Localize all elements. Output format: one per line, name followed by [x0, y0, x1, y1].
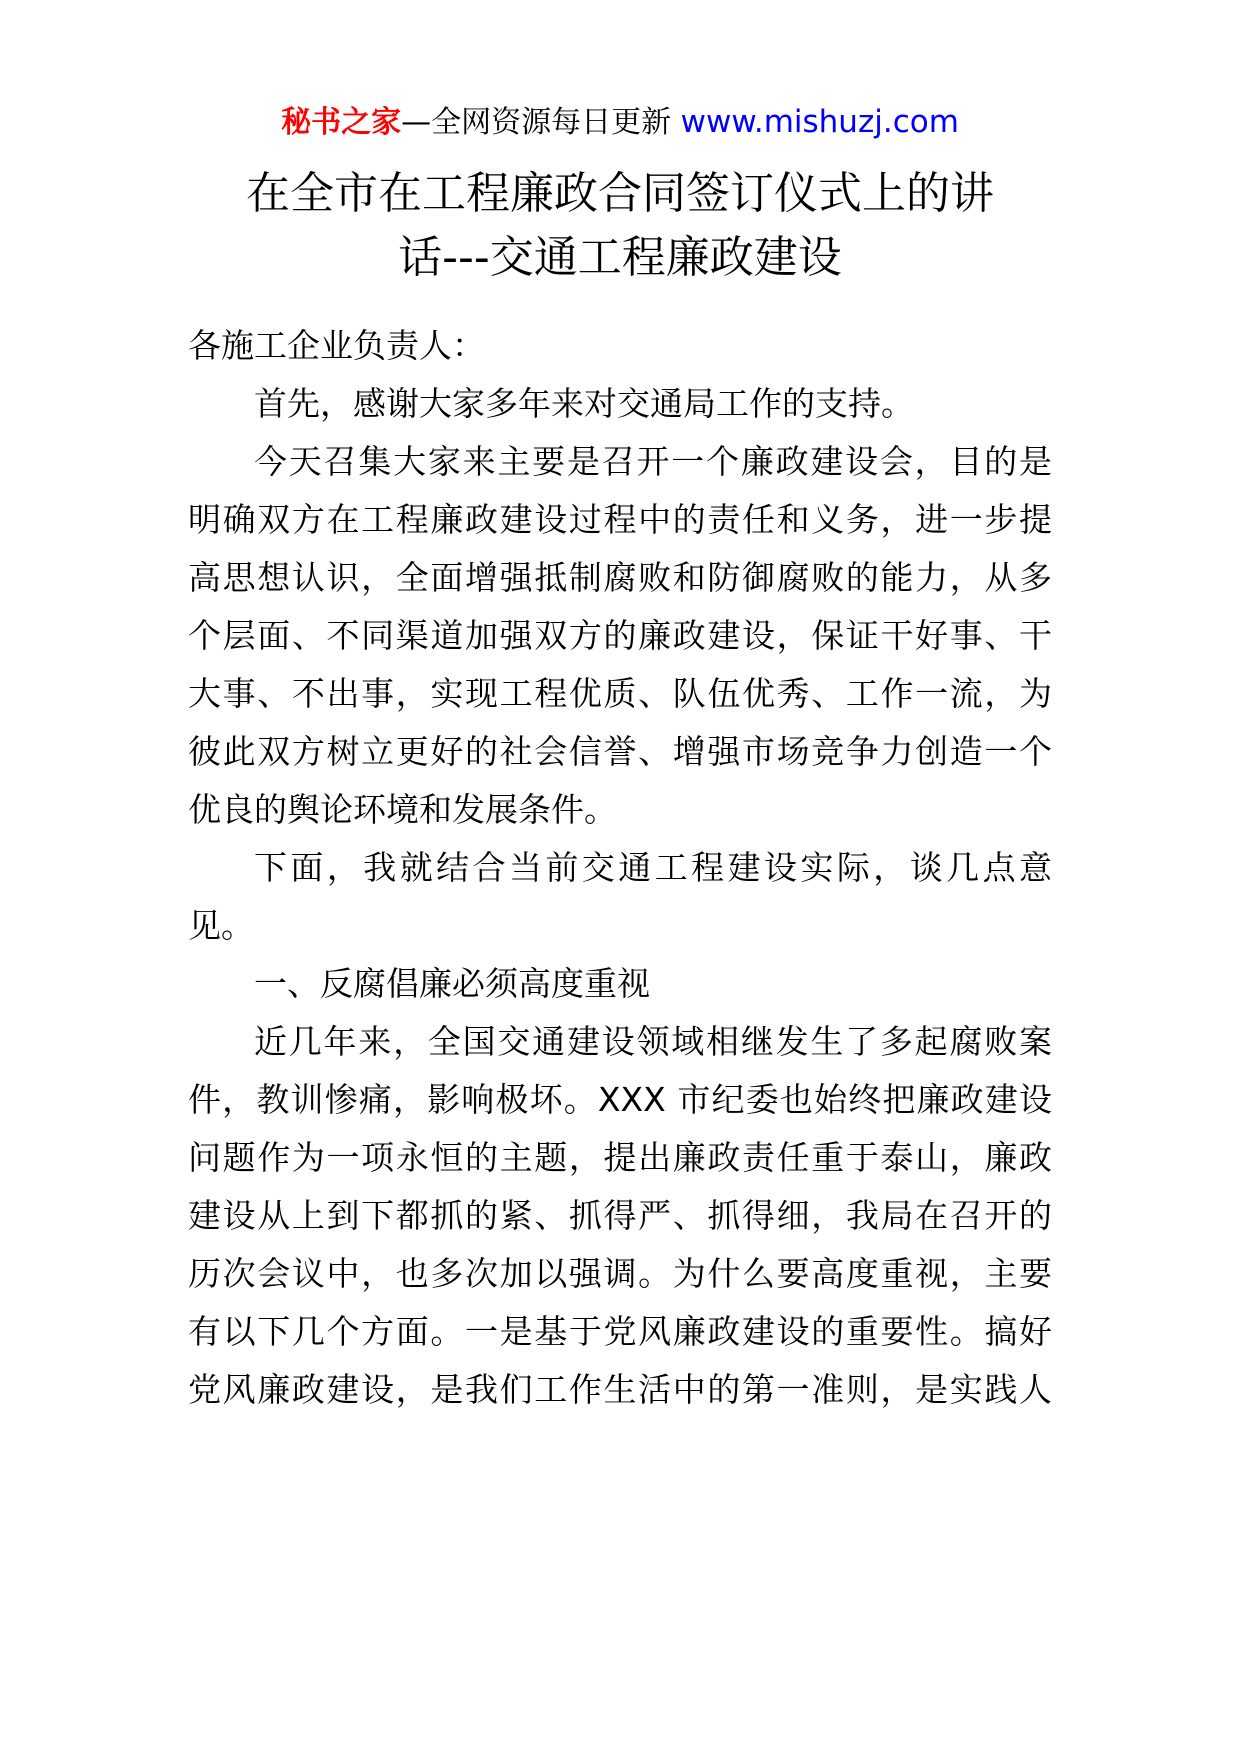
document-title-line-1: 在全市在工程廉政合同签订仪式上的讲 — [246, 168, 994, 219]
paragraph-4-line: 有以下几个方面。一是基于党风廉政建设的重要性。搞好 — [188, 1312, 1052, 1351]
paragraph-4-line: 建设从上到下都抓的紧、抓得严、抓得细，我局在召开的 — [188, 1196, 1052, 1235]
document-title-line-2: 话---交通工程廉政建设 — [398, 232, 842, 283]
paragraph-4-line: 历次会议中，也多次加以强调。为什么要高度重视，主要 — [188, 1254, 1052, 1293]
paragraph-4-line: 近几年来，全国交通建设领域相继发生了多起腐败案 — [254, 1022, 1052, 1061]
paragraph-1-line: 首先，感谢大家多年来对交通局工作的支持。 — [254, 384, 914, 423]
site-url-link[interactable]: www.mishuzj.com — [680, 104, 959, 140]
header-tagline: —全网资源每日更新 — [401, 105, 672, 140]
site-header — [0, 102, 1240, 143]
paragraph-2-line: 高思想认识，全面增强抵制腐败和防御腐败的能力，从多 — [188, 558, 1052, 597]
paragraph-2-line: 优良的舆论环境和发展条件。 — [188, 790, 617, 829]
paragraph-2-line: 今天召集大家来主要是召开一个廉政建设会，目的是 — [254, 442, 1052, 481]
paragraph-4-line: 党风廉政建设，是我们工作生活中的第一准则，是实践人 — [188, 1370, 1052, 1409]
paragraph-2-line: 明确双方在工程廉政建设过程中的责任和义务，进一步提 — [188, 500, 1052, 539]
paragraph-4-line: 件，教训惨痛，影响极坏。XXX 市纪委也始终把廉政建设 — [188, 1080, 1052, 1119]
paragraph-2-line: 个层面、不同渠道加强双方的廉政建设，保证干好事、干 — [188, 616, 1052, 655]
salutation: 各施工企业负责人： — [188, 326, 485, 365]
paragraph-3-line: 下面，我就结合当前交通工程建设实际，谈几点意 — [254, 848, 1052, 887]
paragraph-2-line: 彼此双方树立更好的社会信誉、增强市场竞争力创造一个 — [188, 732, 1052, 771]
section-heading-1: 一、反腐倡廉必须高度重视 — [254, 964, 650, 1003]
paragraph-2-line: 大事、不出事，实现工程优质、队伍优秀、工作一流，为 — [188, 674, 1052, 713]
paragraph-3-line: 见。 — [188, 906, 254, 945]
brand-name: 秘书之家 — [281, 105, 402, 140]
paragraph-4-line: 问题作为一项永恒的主题，提出廉政责任重于泰山，廉政 — [188, 1138, 1052, 1177]
